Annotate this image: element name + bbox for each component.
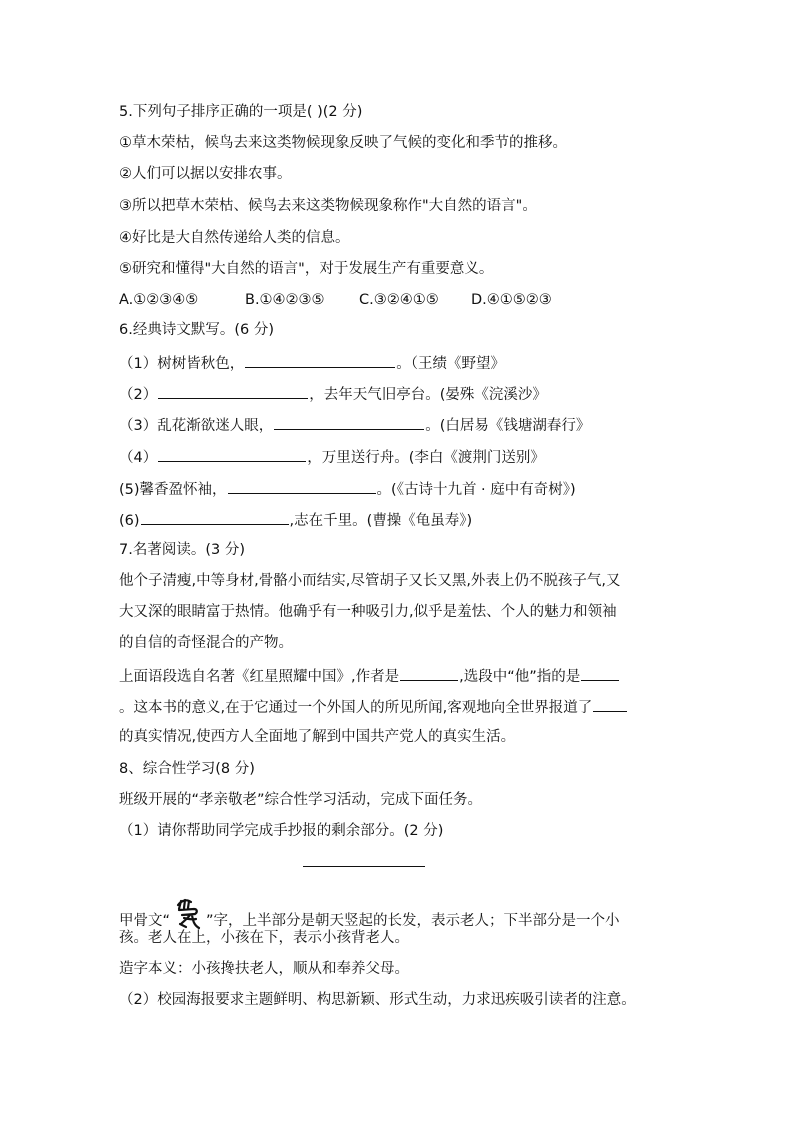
q7-passage-line-3: 的自信的奇怪混合的产物。 — [119, 635, 293, 651]
q5-option-a[interactable]: A.①②③④⑤ — [119, 292, 199, 308]
q6-line-3 — [119, 414, 699, 436]
q6-line-3-post: 。(白居易《钱塘湖春行》 — [425, 418, 591, 434]
newspaper-title-blank[interactable] — [303, 866, 425, 867]
q7-passage-line-2: 大又深的眼睛富于热情。他确乎有一种吸引力,似乎是羞怯、个人的魅力和领袖 — [119, 604, 617, 620]
q6-blank-1[interactable] — [245, 352, 395, 368]
q7-blank-author[interactable] — [400, 665, 458, 681]
q6-blank-2[interactable] — [158, 383, 308, 399]
q7-blank-report[interactable] — [593, 696, 627, 712]
q5-sentence-4: ④好比是大自然传递给人类的信息。 — [119, 230, 350, 246]
q6-line-2 — [119, 383, 699, 405]
q6-line-5-post: 。(《古诗十九首 · 庭中有奇树》) — [376, 482, 576, 498]
q7-question-line-2 — [119, 696, 699, 718]
q8-oracle-pre: 甲骨文“ — [119, 913, 171, 929]
q5-sentence-1: ①草木荣枯，候鸟去来这类物候现象反映了气候的变化和季节的推移。 — [119, 135, 567, 151]
q5-sentence-5: ⑤研究和懂得"大自然的语言"，对于发展生产有重要意义。 — [119, 261, 494, 277]
oracle-bone-xiao-icon — [172, 897, 204, 931]
q5-options — [119, 290, 699, 310]
q5-option-d[interactable]: D.④①⑤②③ — [471, 292, 552, 308]
q6-line-2-post: ，去年天气旧亭台。(晏殊《浣溪沙》 — [309, 387, 547, 403]
q6-line-6-post: ,志在千里。(曹操《龟虽寿》) — [289, 513, 473, 529]
q6-blank-6[interactable] — [141, 509, 289, 525]
q5-sentence-3: ③所以把草木荣枯、候鸟去来这类物候现象称作"大自然的语言"。 — [119, 198, 537, 214]
q7-question-text-2: ,选段中“他”指的是 — [459, 669, 581, 685]
q5-sentence-2: ②人们可以据以安排农事。 — [119, 166, 292, 182]
q6-blank-4[interactable] — [158, 446, 306, 462]
q8-oracle-line-1 — [119, 897, 699, 931]
q6-blank-3[interactable] — [274, 414, 424, 430]
q6-line-5-pre: (5)馨香盈怀袖， — [119, 482, 227, 498]
q6-line-6 — [119, 509, 699, 531]
q7-question-text-1: 上面语段选自名著《红星照耀中国》,作者是 — [119, 669, 400, 685]
q6-line-4-pre: （4） — [119, 450, 158, 466]
q7-blank-he[interactable] — [581, 665, 619, 681]
q6-line-4 — [119, 446, 699, 468]
q5-option-c[interactable]: C.③②④①⑤ — [359, 292, 439, 308]
q6-line-6-pre: (6) — [119, 513, 140, 529]
q8-oracle-line-2: 孩。老人在上，小孩在下，表示小孩背老人。 — [119, 930, 409, 946]
q8-sub-question-1: （1）请你帮助同学完成手抄报的剩余部分。(2 分) — [119, 823, 444, 839]
q6-line-5 — [119, 478, 699, 500]
q8-oracle-post: ”字，上半部分是朝天竖起的长发，表示老人；下半部分是一个小 — [206, 913, 620, 929]
q6-blank-5[interactable] — [228, 478, 376, 494]
q8-sub-question-2: （2）校园海报要求主题鲜明、构思新颖、形式生动，力求迅疾吸引读者的注意。 — [119, 992, 636, 1008]
q8-meaning: 造字本义：小孩搀扶老人，顺从和奉养父母。 — [119, 961, 409, 977]
q6-line-3-pre: （3）乱花渐欲迷人眼， — [119, 418, 274, 434]
q6-line-4-post: ，万里送行舟。(李白《渡荆门送别》 — [307, 450, 545, 466]
q7-question-text-3: 。这本书的意义,在于它通过一个外国人的所见所闻,客观地向全世界报道了 — [119, 700, 593, 716]
q7-question-line-1 — [119, 665, 699, 687]
q6-line-1 — [119, 352, 699, 374]
q6-line-1-post: 。（王绩《野望》 — [396, 356, 505, 372]
q7-title: 7.名著阅读。(3 分) — [119, 542, 245, 558]
q5-title: 5.下列句子排序正确的一项是( )(2 分) — [119, 104, 363, 120]
q8-title: 8、综合性学习(8 分) — [119, 761, 255, 777]
q6-line-1-pre: （1）树树皆秋色， — [119, 356, 245, 372]
q6-title: 6.经典诗文默写。(6 分) — [119, 322, 274, 338]
q7-passage-line-1: 他个子清瘦,中等身材,骨骼小而结实,尽管胡子又长又黑,外表上仍不脱孩子气,又 — [119, 573, 621, 589]
q5-option-b[interactable]: B.①④②③⑤ — [245, 292, 325, 308]
q8-intro: 班级开展的“孝亲敬老”综合性学习活动，完成下面任务。 — [119, 792, 483, 808]
q6-line-2-pre: （2） — [119, 387, 158, 403]
q7-question-line-3: 的真实情况,使西方人全面地了解到中国共产党人的真实生活。 — [119, 729, 516, 745]
